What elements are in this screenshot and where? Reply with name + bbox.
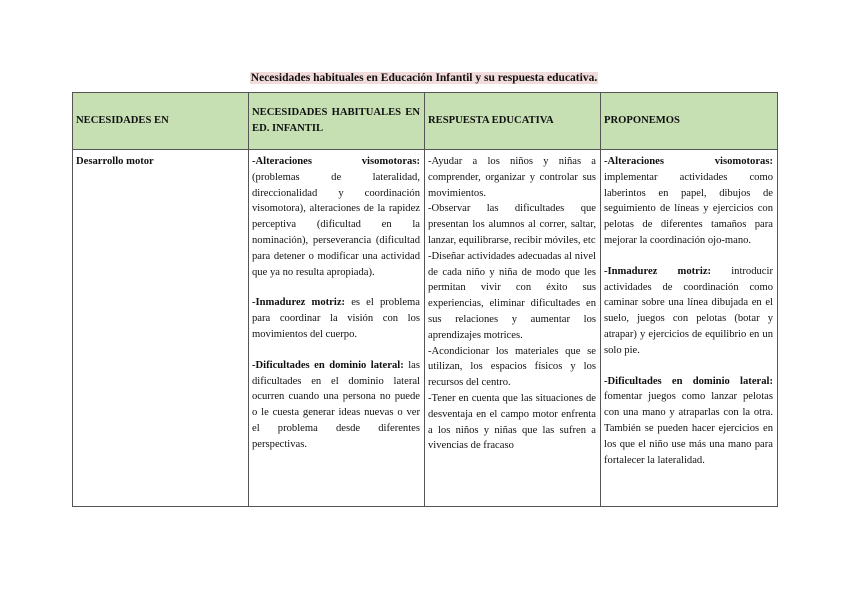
needs-table [72,92,778,507]
response-item: -Acondicionar los materiales que se utilizan, los espacios físicos y los recursos del centro. [428,345,596,389]
response-item: -Tener en cuenta que las situaciones de desventaja en el campo motor enfrenta a los niños y niñas que las sufren a vivencias de fracaso [428,392,596,452]
cell-needs [249,150,425,507]
header-necesidades-en: NECESIDADES EN [73,93,249,150]
cell-proposals [601,150,778,507]
proposal-item: -Alteraciones visomotoras: implementar actividades como laberintos en papel, dibujos de seguimiento de líneas y ejercicios con pelotas de diferentes tamaños para mejorar la coordinación ojo-mano. [604,156,773,246]
response-item: -Diseñar actividades adecuadas al nivel de cada niño y niña de modo que les permitan vivir con éxito sus experiencias, eliminar dificultades en sus relaciones y aumentar los aprendizajes motrices. [428,250,596,341]
proposal-item: -Dificultades en dominio lateral: fomentar juegos como lanzar pelotas con una mano y atraparlas con la otra. También se pueden hacer ejercicios en los que el niño use más una mano para fortalecer la lateralidad. [604,375,773,466]
cell-responses [425,150,601,507]
need-item: -Alteraciones visomotoras: (problemas de lateralidad, direccionalidad y coordinación visomotora), alteraciones de la rapidez perceptiva (dificultad en la nominación), perseverancia (dificultad para detener o modificar una actividad que ya no resulta apropiada). [252,156,420,278]
header-respuesta-educativa: RESPUESTA EDUCATIVA [425,93,601,150]
table-row [73,150,778,507]
need-item: -Dificultades en dominio lateral: las dificultades en el dominio lateral ocurren cuando una persona no puede o le cuesta generar ideas nuevas o ver el problema desde diferentes perspectivas. [252,359,420,450]
header-necesidades-habituales: NECESIDADES HABITUALES EN ED. INFANTIL [249,93,425,150]
cell-area: Desarrollo motor [73,150,249,507]
header-proponemos: PROPONEMOS [601,93,778,150]
response-item: -Observar las dificultades que presentan los alumnos al correr, saltar, lanzar, equilibrarse, recibir móviles, etc [428,203,596,246]
need-item: -Inmadurez motriz: es el problema para coordinar la visión con los movimientos del cuerpo. [252,297,420,340]
proposal-item: -Inmadurez motriz: introducir actividades de coordinación como caminar sobre una línea dibujada en el suelo, juegos con pelotas (botar y atrapar) y ejercicios de equilibrio en un solo pie. [604,265,773,356]
response-item: -Ayudar a los niños y niñas a comprender, organizar y controlar sus movimientos. [428,156,596,199]
table-header-row [73,93,778,150]
document-title: Necesidades habituales en Educación Infantil y su respuesta educativa. [250,72,598,84]
